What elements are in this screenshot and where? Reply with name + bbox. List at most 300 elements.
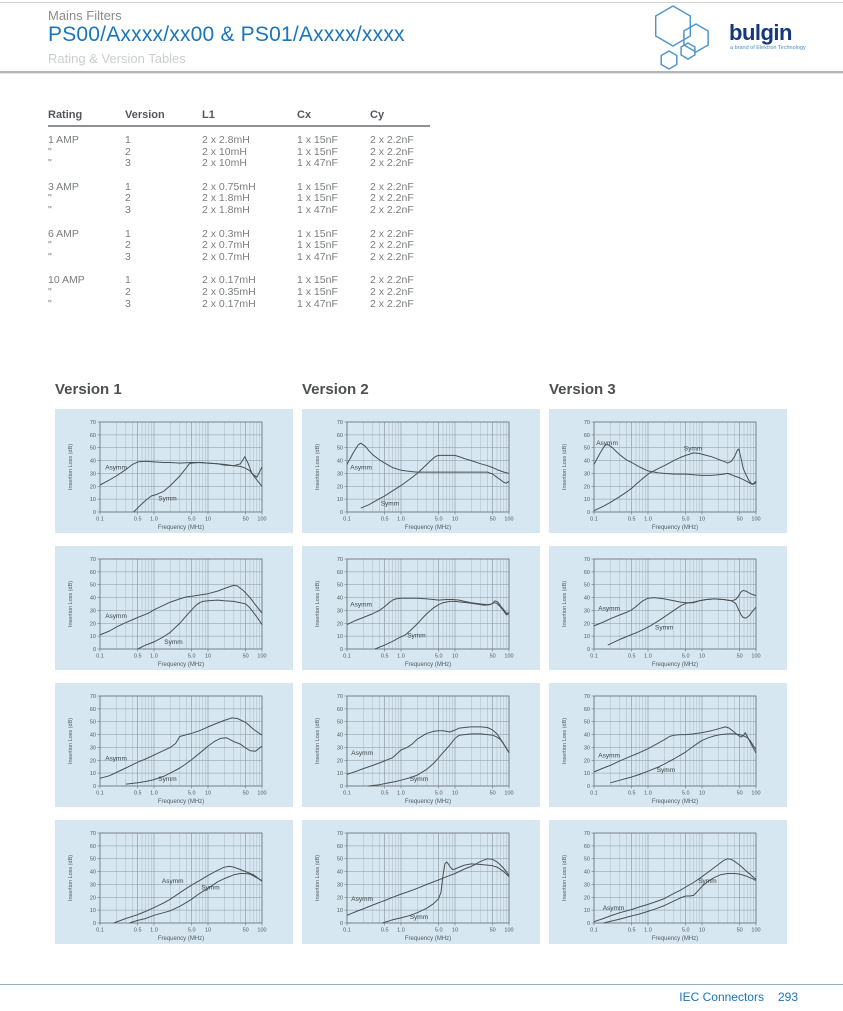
table-cell: 2 x 2.2nF <box>370 274 414 287</box>
svg-text:100: 100 <box>751 790 761 797</box>
table-cell: " <box>48 192 52 205</box>
table-cell: 2 x 0.17mH <box>202 297 256 310</box>
insertion-loss-chart <box>302 820 540 944</box>
table-row <box>48 158 430 170</box>
svg-text:Frequency (MHz): Frequency (MHz) <box>157 525 205 531</box>
table-cell: 2 x 2.2nF <box>370 203 414 216</box>
svg-text:5.0: 5.0 <box>187 790 196 797</box>
svg-text:20: 20 <box>89 621 96 628</box>
svg-text:20: 20 <box>336 621 343 628</box>
svg-text:1.0: 1.0 <box>644 790 652 797</box>
table-cell: L1 <box>202 109 215 121</box>
svg-text:5.0: 5.0 <box>434 790 443 797</box>
chart-panel <box>549 409 787 533</box>
table-row <box>48 135 430 147</box>
svg-text:5.0: 5.0 <box>434 516 443 523</box>
table-cell: Cx <box>297 109 312 121</box>
series-label-asymm: Asymm <box>105 755 127 763</box>
series-label-asymm: Asymm <box>350 601 372 609</box>
svg-text:70: 70 <box>336 831 343 837</box>
series-curve-symm <box>129 874 262 924</box>
svg-text:10: 10 <box>698 516 706 523</box>
svg-text:0.5: 0.5 <box>627 516 636 523</box>
svg-text:30: 30 <box>583 882 590 889</box>
series-label-symm: Symm <box>407 632 426 640</box>
svg-text:5.0: 5.0 <box>681 653 690 660</box>
table-cell: 2 <box>125 285 131 298</box>
table-cell: 2 x 2.2nF <box>370 180 414 193</box>
series-curve-symm <box>375 601 509 649</box>
svg-text:40: 40 <box>89 869 96 876</box>
svg-text:20: 20 <box>583 758 590 765</box>
svg-text:20: 20 <box>336 895 343 902</box>
chart-panel <box>55 546 293 670</box>
svg-text:50: 50 <box>89 582 96 589</box>
table-cell: 2 x 2.2nF <box>370 145 414 158</box>
svg-text:0.5: 0.5 <box>627 790 636 797</box>
svg-text:1.0: 1.0 <box>150 790 158 797</box>
svg-text:50: 50 <box>336 445 343 452</box>
insertion-loss-charts-grid <box>55 409 787 944</box>
series-curve-asymm <box>594 445 756 484</box>
svg-text:50: 50 <box>242 516 249 523</box>
table-cell: 2 x 10mH <box>202 157 247 170</box>
table-cell: " <box>48 239 52 252</box>
chart-panel <box>549 820 787 944</box>
svg-text:40: 40 <box>89 595 96 602</box>
table-cell: 2 x 2.2nF <box>370 297 414 310</box>
table-cell: 2 <box>125 145 131 158</box>
chart-panel <box>55 683 293 807</box>
table-row <box>48 299 430 311</box>
table-cell: 2 x 0.75mH <box>202 180 256 193</box>
svg-text:40: 40 <box>583 869 590 876</box>
svg-text:0: 0 <box>586 647 590 653</box>
svg-text:20: 20 <box>336 484 343 491</box>
footer-divider <box>0 984 843 985</box>
svg-text:Insertion Loss (dB): Insertion Loss (dB) <box>68 717 74 765</box>
svg-text:10: 10 <box>336 771 343 778</box>
svg-text:10: 10 <box>204 790 212 797</box>
svg-text:Frequency (MHz): Frequency (MHz) <box>651 799 699 805</box>
series-label-asymm: Asymm <box>598 605 620 613</box>
svg-text:1.0: 1.0 <box>644 653 652 660</box>
svg-text:100: 100 <box>504 927 514 934</box>
svg-text:1.0: 1.0 <box>397 927 405 934</box>
svg-text:40: 40 <box>336 595 343 602</box>
table-cell: 2 x 2.2nF <box>370 250 414 263</box>
table-cell: 6 AMP <box>48 227 79 240</box>
table-cell: 1 <box>125 180 131 193</box>
series-curve-asymm <box>100 718 262 778</box>
svg-text:20: 20 <box>89 758 96 765</box>
svg-text:30: 30 <box>336 471 343 478</box>
svg-text:0.5: 0.5 <box>380 516 389 523</box>
svg-text:Frequency (MHz): Frequency (MHz) <box>651 525 699 531</box>
table-row <box>48 252 430 264</box>
series-label-asymm: Asymm <box>602 905 625 913</box>
svg-text:70: 70 <box>583 831 590 837</box>
svg-text:30: 30 <box>89 608 96 615</box>
table-row <box>48 240 430 252</box>
svg-text:0.1: 0.1 <box>590 653 598 660</box>
svg-text:Frequency (MHz): Frequency (MHz) <box>651 662 699 668</box>
table-cell: Cy <box>370 109 385 121</box>
svg-text:0: 0 <box>586 784 590 790</box>
svg-text:0.5: 0.5 <box>133 516 142 523</box>
svg-text:60: 60 <box>89 569 96 576</box>
svg-text:50: 50 <box>583 719 590 726</box>
svg-text:Insertion Loss (dB): Insertion Loss (dB) <box>68 443 74 491</box>
table-cell: 1 AMP <box>48 134 79 146</box>
chart-panel <box>549 683 787 807</box>
svg-text:0.1: 0.1 <box>343 790 351 797</box>
svg-text:Insertion Loss (dB): Insertion Loss (dB) <box>562 443 568 491</box>
svg-text:30: 30 <box>336 745 343 752</box>
svg-text:60: 60 <box>89 706 96 713</box>
svg-text:20: 20 <box>336 758 343 765</box>
svg-text:60: 60 <box>336 706 343 713</box>
table-cell: 2 x 2.2nF <box>370 192 414 205</box>
series-label-symm: Symm <box>158 775 177 783</box>
svg-text:40: 40 <box>336 732 343 739</box>
series-curve-symm <box>138 600 262 649</box>
svg-text:50: 50 <box>736 790 743 797</box>
table-header-rule <box>48 125 430 127</box>
table-cell: 2 x 2.8mH <box>202 134 250 146</box>
svg-text:10: 10 <box>451 653 459 660</box>
svg-text:70: 70 <box>583 694 590 700</box>
table-cell: 2 x 2.2nF <box>370 157 414 170</box>
top-border-line <box>0 2 843 3</box>
svg-text:60: 60 <box>89 432 96 439</box>
svg-text:0.5: 0.5 <box>133 790 142 797</box>
svg-text:10: 10 <box>583 771 590 778</box>
svg-text:40: 40 <box>336 869 343 876</box>
svg-text:50: 50 <box>89 445 96 452</box>
table-cell: 3 <box>125 203 131 216</box>
svg-text:10: 10 <box>451 927 459 934</box>
svg-text:30: 30 <box>583 608 590 615</box>
svg-text:50: 50 <box>89 719 96 726</box>
series-label-symm: Symm <box>409 775 429 783</box>
table-cell: 1 x 15nF <box>297 239 338 252</box>
svg-text:30: 30 <box>89 882 96 889</box>
svg-text:50: 50 <box>736 516 743 523</box>
svg-text:Insertion Loss (dB): Insertion Loss (dB) <box>315 717 321 765</box>
svg-text:70: 70 <box>336 694 343 700</box>
svg-text:0: 0 <box>92 647 96 653</box>
table-cell: 1 x 47nF <box>297 157 338 170</box>
svg-text:60: 60 <box>583 843 590 850</box>
table-cell: 2 <box>125 192 131 205</box>
table-cell: 1 x 47nF <box>297 297 338 310</box>
svg-text:0.5: 0.5 <box>380 653 389 660</box>
insertion-loss-chart <box>302 683 540 807</box>
svg-text:5.0: 5.0 <box>187 927 196 934</box>
series-label-asymm: Asymm <box>350 464 372 472</box>
svg-text:40: 40 <box>336 458 343 465</box>
svg-text:Insertion Loss (dB): Insertion Loss (dB) <box>315 854 321 902</box>
insertion-loss-chart <box>302 409 540 533</box>
svg-text:30: 30 <box>336 882 343 889</box>
series-curve-symm <box>134 463 262 513</box>
page-title: PS00/Axxxx/xx00 & PS01/Axxxx/xxxx <box>48 23 405 46</box>
table-header-row <box>48 108 430 123</box>
svg-text:30: 30 <box>583 745 590 752</box>
version-column-headings <box>55 381 787 398</box>
insertion-loss-chart <box>55 546 293 670</box>
svg-text:100: 100 <box>257 790 267 797</box>
svg-text:60: 60 <box>583 706 590 713</box>
svg-text:70: 70 <box>89 557 96 563</box>
series-curve-symm <box>608 591 756 646</box>
table-cell: " <box>48 285 52 298</box>
svg-text:1.0: 1.0 <box>397 653 405 660</box>
svg-text:60: 60 <box>336 569 343 576</box>
svg-text:100: 100 <box>751 927 761 934</box>
svg-text:70: 70 <box>336 420 343 426</box>
svg-text:5.0: 5.0 <box>434 927 443 934</box>
svg-text:30: 30 <box>89 471 96 478</box>
series-label-asymm: Asymm <box>351 896 373 904</box>
svg-text:100: 100 <box>751 653 761 660</box>
svg-text:Insertion Loss (dB): Insertion Loss (dB) <box>68 854 74 902</box>
svg-text:70: 70 <box>89 831 96 837</box>
svg-text:5.0: 5.0 <box>681 516 690 523</box>
svg-text:1.0: 1.0 <box>150 516 158 523</box>
chart-panel <box>302 683 540 807</box>
svg-text:100: 100 <box>504 653 514 660</box>
table-cell: 3 <box>125 157 131 170</box>
table-cell: " <box>48 250 52 263</box>
rating-version-table <box>48 108 430 322</box>
table-cell: 2 x 0.35mH <box>202 285 256 298</box>
svg-text:20: 20 <box>89 484 96 491</box>
svg-text:0: 0 <box>586 921 590 927</box>
table-cell: 2 <box>125 239 131 252</box>
table-cell: 1 x 15nF <box>297 274 338 287</box>
svg-text:Insertion Loss (dB): Insertion Loss (dB) <box>562 580 568 628</box>
svg-text:Insertion Loss (dB): Insertion Loss (dB) <box>315 580 321 628</box>
series-label-asymm: Asymm <box>105 613 127 621</box>
svg-text:100: 100 <box>751 516 761 523</box>
svg-text:0: 0 <box>586 510 590 516</box>
table-cell: 2 x 2.2nF <box>370 239 414 252</box>
svg-text:50: 50 <box>336 719 343 726</box>
series-label-symm: Symm <box>380 500 400 508</box>
series-label-symm: Symm <box>656 766 676 774</box>
table-cell: 1 x 15nF <box>297 285 338 298</box>
table-row <box>48 287 430 299</box>
table-cell: Rating <box>48 109 83 121</box>
svg-text:10: 10 <box>698 927 706 934</box>
svg-text:5.0: 5.0 <box>681 927 690 934</box>
series-curve-asymm <box>114 866 262 923</box>
svg-text:50: 50 <box>89 856 96 863</box>
svg-text:0.1: 0.1 <box>590 927 598 934</box>
svg-text:5.0: 5.0 <box>187 516 196 523</box>
svg-text:0.5: 0.5 <box>380 927 389 934</box>
table-cell: 2 x 0.3mH <box>202 227 250 240</box>
svg-text:60: 60 <box>336 432 343 439</box>
insertion-loss-chart <box>55 820 293 944</box>
table-cell: " <box>48 145 52 158</box>
svg-text:10: 10 <box>204 516 212 523</box>
svg-text:0.5: 0.5 <box>627 927 636 934</box>
svg-text:60: 60 <box>583 432 590 439</box>
table-cell: 2 x 0.7mH <box>202 239 250 252</box>
series-curve-symm <box>126 738 262 784</box>
svg-text:0.5: 0.5 <box>627 653 636 660</box>
svg-text:40: 40 <box>583 458 590 465</box>
svg-text:50: 50 <box>242 927 249 934</box>
svg-text:0.1: 0.1 <box>343 516 351 523</box>
series-label-symm: Symm <box>683 445 703 453</box>
svg-text:Frequency (MHz): Frequency (MHz) <box>157 662 205 668</box>
series-label-symm: Symm <box>201 884 220 892</box>
insertion-loss-chart <box>549 683 787 807</box>
footer <box>679 990 798 1004</box>
svg-text:20: 20 <box>583 484 590 491</box>
svg-text:70: 70 <box>89 420 96 426</box>
svg-text:40: 40 <box>89 732 96 739</box>
svg-text:1.0: 1.0 <box>644 516 652 523</box>
series-label-symm: Symm <box>158 495 177 503</box>
table-group <box>48 229 430 264</box>
chart-panel <box>302 409 540 533</box>
svg-text:0.1: 0.1 <box>343 927 351 934</box>
svg-text:5.0: 5.0 <box>187 653 196 660</box>
insertion-loss-chart <box>302 546 540 670</box>
svg-text:60: 60 <box>583 569 590 576</box>
svg-text:10: 10 <box>451 790 459 797</box>
bulgin-logo-tagline: a brand of Elektron Technology <box>730 45 806 51</box>
svg-text:Insertion Loss (dB): Insertion Loss (dB) <box>562 854 568 902</box>
svg-text:10: 10 <box>583 497 590 504</box>
table-group <box>48 182 430 217</box>
svg-text:5.0: 5.0 <box>434 653 443 660</box>
svg-text:50: 50 <box>583 445 590 452</box>
svg-text:100: 100 <box>257 927 267 934</box>
page-subtitle: Rating & Version Tables <box>48 51 186 66</box>
table-cell: 2 x 1.8mH <box>202 192 250 205</box>
svg-text:50: 50 <box>583 856 590 863</box>
svg-text:50: 50 <box>489 653 496 660</box>
svg-text:50: 50 <box>736 653 743 660</box>
svg-text:50: 50 <box>489 516 496 523</box>
bulgin-logo <box>641 4 806 70</box>
chart-panel <box>549 546 787 670</box>
svg-text:50: 50 <box>336 582 343 589</box>
svg-text:Frequency (MHz): Frequency (MHz) <box>404 936 452 942</box>
svg-text:20: 20 <box>89 895 96 902</box>
version-3-heading: Version 3 <box>549 381 616 398</box>
svg-text:50: 50 <box>242 653 249 660</box>
svg-text:0.1: 0.1 <box>96 790 104 797</box>
table-group <box>48 135 430 170</box>
series-label-asymm: Asymm <box>105 464 127 472</box>
svg-text:50: 50 <box>736 927 743 934</box>
svg-text:10: 10 <box>583 634 590 641</box>
svg-text:10: 10 <box>89 634 96 641</box>
table-cell: 3 AMP <box>48 180 79 193</box>
table-cell: 2 x 2.2nF <box>370 134 414 146</box>
svg-text:100: 100 <box>257 516 267 523</box>
svg-text:20: 20 <box>583 895 590 902</box>
series-label-symm: Symm <box>655 624 674 632</box>
footer-section-label: IEC Connectors <box>679 990 764 1004</box>
table-group <box>48 275 430 310</box>
svg-text:60: 60 <box>89 843 96 850</box>
svg-text:Insertion Loss (dB): Insertion Loss (dB) <box>562 717 568 765</box>
table-cell: 1 x 47nF <box>297 203 338 216</box>
svg-text:10: 10 <box>336 908 343 915</box>
header-divider <box>0 71 843 74</box>
series-curve-symm <box>382 862 509 923</box>
chart-panel <box>302 546 540 670</box>
svg-text:100: 100 <box>504 516 514 523</box>
svg-text:Frequency (MHz): Frequency (MHz) <box>404 662 452 668</box>
svg-text:10: 10 <box>89 771 96 778</box>
svg-text:0.5: 0.5 <box>380 790 389 797</box>
svg-text:Frequency (MHz): Frequency (MHz) <box>651 936 699 942</box>
svg-text:0.1: 0.1 <box>590 516 598 523</box>
svg-text:30: 30 <box>336 608 343 615</box>
chart-panel <box>302 820 540 944</box>
series-curve-symm <box>594 449 756 511</box>
insertion-loss-chart <box>55 683 293 807</box>
svg-text:0: 0 <box>92 784 96 790</box>
table-cell: 3 <box>125 297 131 310</box>
svg-text:Frequency (MHz): Frequency (MHz) <box>157 799 205 805</box>
table-cell: Version <box>125 109 165 121</box>
svg-text:0: 0 <box>92 921 96 927</box>
svg-text:10: 10 <box>336 497 343 504</box>
svg-text:0.1: 0.1 <box>343 653 351 660</box>
version-1-heading: Version 1 <box>55 381 122 398</box>
svg-text:5.0: 5.0 <box>681 790 690 797</box>
table-cell: " <box>48 157 52 170</box>
svg-text:0.1: 0.1 <box>96 927 104 934</box>
svg-text:10: 10 <box>89 908 96 915</box>
svg-text:40: 40 <box>583 732 590 739</box>
svg-text:0: 0 <box>92 510 96 516</box>
table-cell: 2 x 2.2nF <box>370 227 414 240</box>
svg-text:0: 0 <box>339 510 343 516</box>
svg-text:1.0: 1.0 <box>150 927 158 934</box>
table-cell: 1 <box>125 134 131 146</box>
svg-text:50: 50 <box>583 582 590 589</box>
table-cell: 2 x 2.2nF <box>370 285 414 298</box>
table-cell: 1 x 15nF <box>297 145 338 158</box>
svg-text:1.0: 1.0 <box>397 790 405 797</box>
svg-text:70: 70 <box>583 557 590 563</box>
series-label-asymm: Asymm <box>351 750 373 758</box>
table-cell: " <box>48 203 52 216</box>
table-cell: 1 x 15nF <box>297 134 338 146</box>
table-cell: 1 <box>125 274 131 287</box>
svg-text:30: 30 <box>583 471 590 478</box>
svg-text:10: 10 <box>204 653 212 660</box>
series-label-asymm: Asymm <box>598 752 620 760</box>
svg-text:40: 40 <box>89 458 96 465</box>
svg-text:1.0: 1.0 <box>150 653 158 660</box>
series-label-symm: Symm <box>409 914 429 922</box>
bulgin-logo-wordmark: bulgin <box>729 20 792 45</box>
svg-text:1.0: 1.0 <box>397 516 405 523</box>
svg-text:10: 10 <box>204 927 212 934</box>
